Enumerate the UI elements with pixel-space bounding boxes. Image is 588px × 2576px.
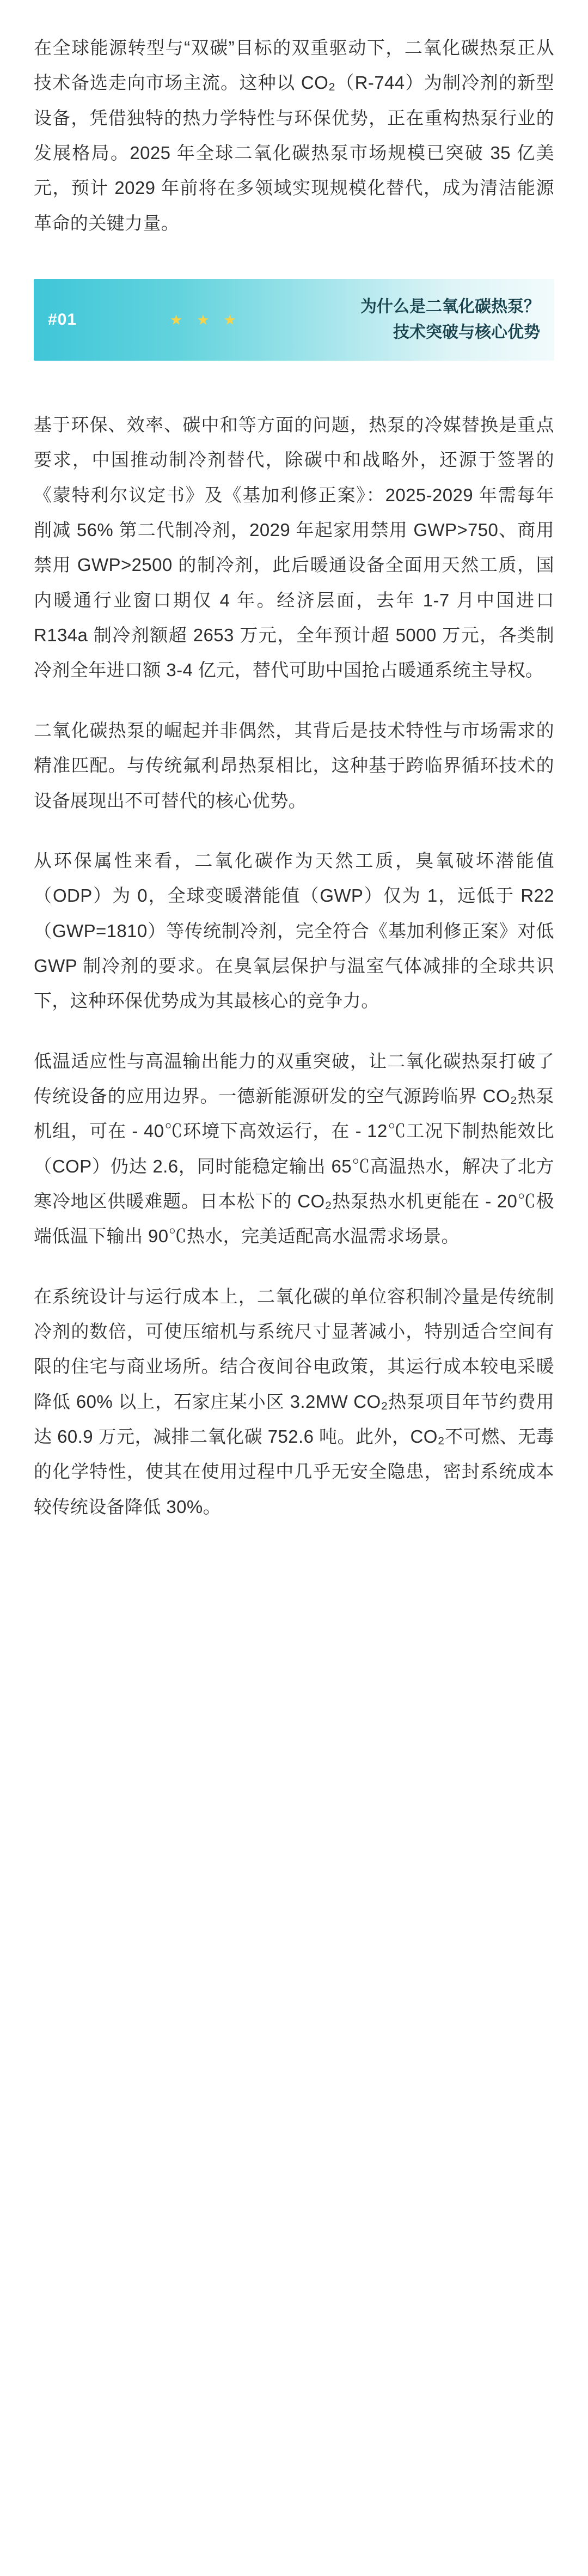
bottom-spacer: [34, 1550, 554, 1571]
star-icon: ★: [170, 312, 183, 329]
star-icon: ★: [197, 312, 210, 329]
paragraph-cost: 在系统设计与运行成本上，二氧化碳的单位容积制冷量是传统制冷剂的数倍，可使压缩机与系统尺寸显著减小，特别适合空间有限的住宅与商业场所。结合夜间谷电政策，其运行成本较电采暖降低 60% 以上，石家庄某小区 3.2MW CO₂热泵项目年节约费用达 60.9 万元，减排二氧化碳 752.6 吨。此外，CO₂不可燃、无毒的化学特性，使其在使用过程中几乎无安全隐患，密封系统成本较传统设备降低 30%。: [34, 1286, 554, 1517]
stars-decoration: [170, 313, 236, 327]
paragraph-intro: 在全球能源转型与“双碳”目标的双重驱动下，二氧化碳热泵正从技术备选走向市场主流。这种以 CO₂（R-744）为制冷剂的新型设备，凭借独特的热力学特性与环保优势，正在重构热泵行业的发展格局。2025 年全球二氧化碳热泵市场规模已突破 35 亿美元，预计 2029 年前将在多领域实现规模化替代，成为清洁能源革命的关键力量。: [34, 38, 554, 233]
section-title: [360, 295, 540, 345]
section-title-line2: 技术突破与核心优势: [393, 323, 540, 342]
section-banner: [34, 279, 554, 361]
section-number: #01: [48, 311, 77, 329]
section-title-line1: 为什么是二氧化碳热泵？: [360, 297, 540, 316]
paragraph-rise: 二氧化碳热泵的崛起并非偶然，其背后是技术特性与市场需求的精准匹配。与传统氟利昂热泵相比，这种基于跨临界循环技术的设备展现出不可替代的核心优势。: [34, 720, 554, 811]
star-icon: ★: [223, 312, 236, 329]
paragraph-temperature: 低温适应性与高温输出能力的双重突破，让二氧化碳热泵打破了传统设备的应用边界。一德新能源研发的空气源跨临界 CO₂热泵机组，可在 - 40℃环境下高效运行，在 - 12℃工况下制热能效比（COP）仍达 2.6，同时能稳定输出 65℃高温热水，解决了北方寒冷地区供暖难题。日本松下的 CO₂热泵热水机更能在 - 20℃极端低温下输出 90℃热水，完美适配高水温需求场景。: [34, 1050, 554, 1247]
paragraph-environment: 从环保属性来看，二氧化碳作为天然工质，臭氧破坏潜能值（ODP）为 0，全球变暖潜能值（GWP）仅为 1，远低于 R22（GWP=1810）等传统制冷剂，完全符合《基加利修正案》对低 GWP 制冷剂的要求。在臭氧层保护与温室气体减排的全球共识下，这种环保优势成为其最核心的竞争力。: [34, 850, 554, 1011]
paragraph-policy: 基于环保、效率、碳中和等方面的问题，热泵的冷媒替换是重点要求，中国推动制冷剂替代，除碳中和战略外，还源于签署的《蒙特利尔议定书》及《基加利修正案》：2025-2029 年需每年削减 56% 第二代制冷剂，2029 年起家用禁用 GWP>750、商用禁用 GWP>2500 的制冷剂，此后暖通设备全面用天然工质，国内暖通行业窗口期仅 4 年。经济层面，去年 1-7 月中国进口 R134a 制冷剂额超 2653 万元，全年预计超 5000 万元，各类制冷剂全年进口额 3-4 亿元，替代可助中国抢占暖通系统主导权。: [34, 415, 554, 681]
